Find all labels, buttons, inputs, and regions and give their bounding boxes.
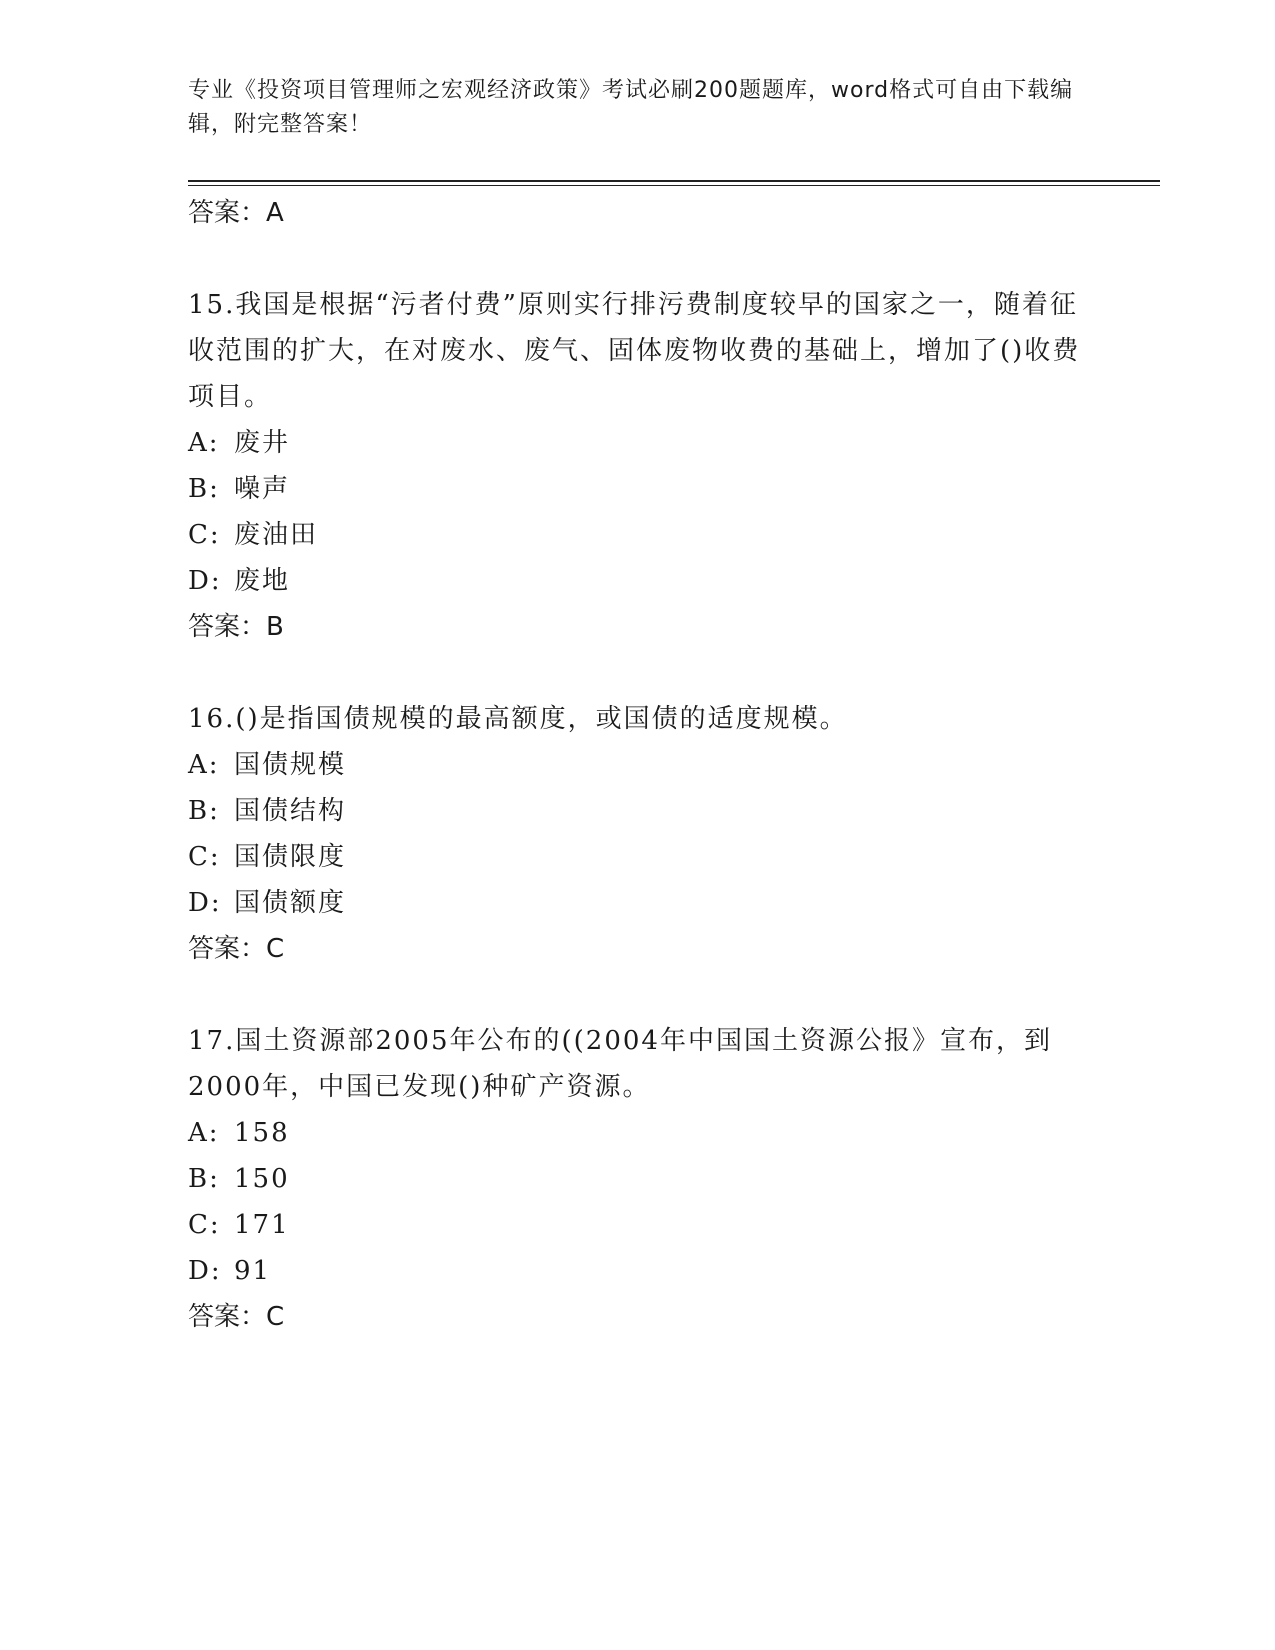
option-letter: C: — [188, 842, 221, 872]
answer-line-14: 答案：A — [188, 198, 284, 228]
answer-line: 答案：C — [188, 934, 285, 964]
option-text: 171 — [234, 1210, 290, 1240]
question-list — [188, 190, 1088, 1340]
option-d — [188, 880, 1088, 926]
option-text: 150 — [234, 1164, 290, 1194]
question-stem: 16.()是指国债规模的最高额度，或国债的适度规模。 — [188, 704, 848, 734]
option-a — [188, 1110, 1088, 1156]
option-letter: D: — [188, 888, 222, 918]
option-c — [188, 1202, 1088, 1248]
option-text: 国债规模 — [234, 750, 347, 780]
option-letter: C: — [188, 520, 221, 550]
answer-line: 答案：B — [188, 612, 284, 642]
question-stem: 15.我国是根据“污者付费”原则实行排污费制度较早的国家之一，随着征收范围的扩大，在对废水、废气、固体废物收费的基础上，增加了()收费项目。 — [188, 290, 1081, 412]
option-b — [188, 788, 1088, 834]
option-c — [188, 512, 1088, 558]
option-text: 国债限度 — [234, 842, 347, 872]
option-letter: A: — [188, 1118, 220, 1148]
header-rule-thick — [188, 180, 1160, 182]
option-letter: A: — [188, 750, 220, 780]
option-a — [188, 420, 1088, 466]
option-text: 国债额度 — [234, 888, 347, 918]
option-d — [188, 558, 1088, 604]
option-text: 噪声 — [234, 474, 291, 504]
option-text: 废地 — [234, 566, 291, 596]
header-rule-thin — [188, 185, 1160, 186]
option-c — [188, 834, 1088, 880]
option-text: 废油田 — [234, 520, 319, 550]
option-letter: A: — [188, 428, 220, 458]
option-b — [188, 466, 1088, 512]
question-17 — [188, 1018, 1088, 1340]
option-letter: D: — [188, 1256, 222, 1286]
option-letter: B: — [188, 796, 220, 826]
option-b — [188, 1156, 1088, 1202]
option-letter: C: — [188, 1210, 221, 1240]
answer-line: 答案：C — [188, 1302, 285, 1332]
option-text: 158 — [234, 1118, 290, 1148]
document-header: 专业《投资项目管理师之宏观经济政策》考试必刷200题题库，word格式可自由下载编辑，附完整答案！ — [188, 78, 1074, 137]
option-d — [188, 1248, 1088, 1294]
question-16 — [188, 696, 1088, 972]
option-text: 91 — [234, 1256, 272, 1286]
option-letter: B: — [188, 474, 220, 504]
question-stem: 17.国土资源部2005年公布的((2004年中国国土资源公报》宣布，到2000年，中国已发现()种矿产资源。 — [188, 1026, 1052, 1102]
option-letter: D: — [188, 566, 222, 596]
option-text: 国债结构 — [234, 796, 347, 826]
option-text: 废井 — [234, 428, 291, 458]
question-15 — [188, 282, 1088, 650]
option-a — [188, 742, 1088, 788]
option-letter: B: — [188, 1164, 220, 1194]
